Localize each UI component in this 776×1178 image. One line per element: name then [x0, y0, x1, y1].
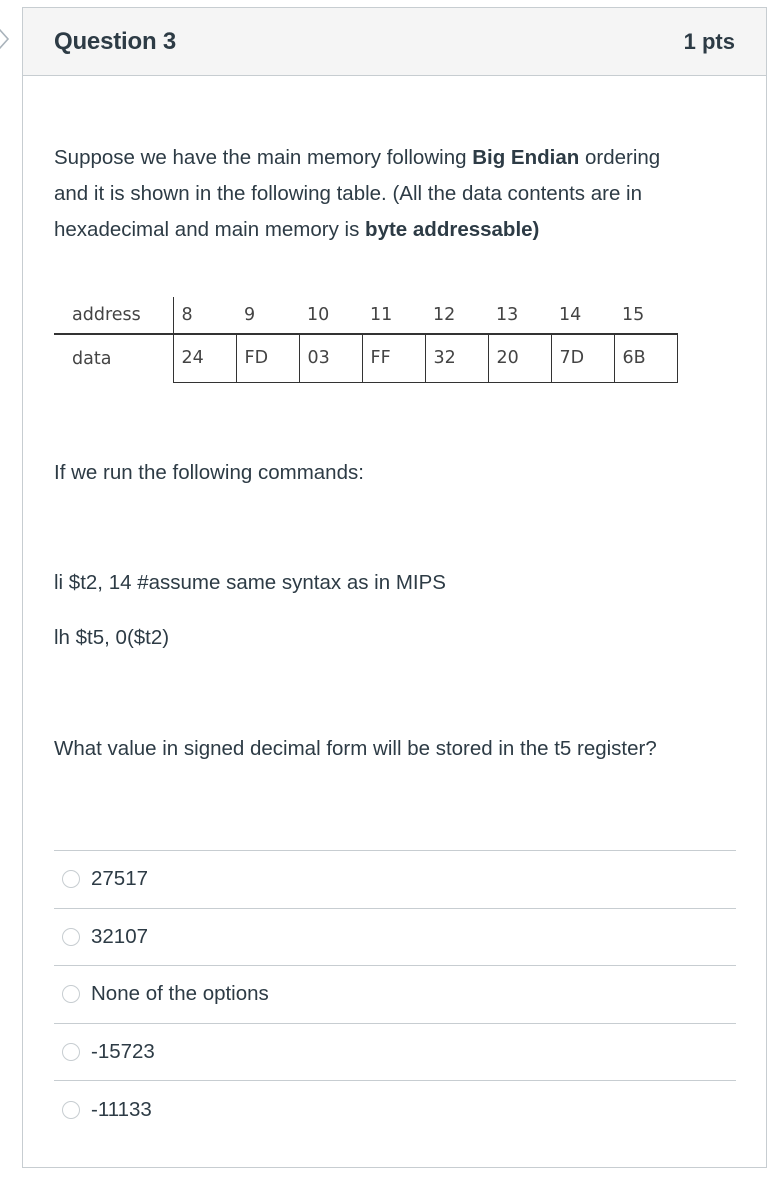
address-cell: 10 — [299, 297, 362, 334]
question-text: What value in signed decimal form will be stored in the t5 register? — [54, 737, 657, 760]
data-cell: 20 — [488, 334, 551, 382]
address-cell: 13 — [488, 297, 551, 334]
address-cell: 12 — [425, 297, 488, 334]
data-cell: 03 — [299, 334, 362, 382]
answer-label: -11133 — [91, 1097, 152, 1121]
chevron-right-icon[interactable] — [0, 26, 14, 52]
question-points: 1 pts — [683, 28, 735, 54]
data-cell: 24 — [173, 334, 236, 382]
answer-option[interactable] — [54, 851, 736, 909]
question-card — [22, 7, 767, 1168]
address-cell: 8 — [173, 297, 236, 334]
question-header — [23, 8, 766, 76]
answer-label: 32107 — [91, 924, 149, 948]
answer-label: None of the options — [91, 982, 269, 1006]
commands-intro: If we run the following commands: — [54, 461, 364, 484]
answer-list — [54, 850, 736, 1139]
memory-table — [54, 297, 678, 383]
command-line-2: lh $t5, 0($t2) — [54, 626, 170, 649]
question-prompt: Suppose we have the main memory following Big Endian ordering and it is shown in the following table. (All the data contents are in hexadecimal and main memory is byte addressable) — [54, 146, 661, 241]
radio-button[interactable] — [62, 1101, 80, 1119]
answer-label: -15723 — [91, 1039, 155, 1063]
data-row — [54, 334, 677, 382]
address-cell: 15 — [614, 297, 677, 334]
answer-option[interactable] — [54, 1024, 736, 1082]
radio-button[interactable] — [62, 928, 80, 946]
address-row — [54, 297, 677, 334]
radio-button[interactable] — [62, 1043, 80, 1061]
data-cell: FD — [236, 334, 299, 382]
address-cell: 11 — [362, 297, 425, 334]
radio-button[interactable] — [62, 985, 80, 1003]
data-cell: 32 — [425, 334, 488, 382]
answer-option[interactable] — [54, 1081, 736, 1139]
radio-button[interactable] — [62, 870, 80, 888]
address-cell: 9 — [236, 297, 299, 334]
answer-label: 27517 — [91, 867, 149, 891]
address-cell: 14 — [551, 297, 614, 334]
address-row-label: address — [54, 297, 173, 334]
answer-option[interactable] — [54, 966, 736, 1024]
question-title: Question 3 — [54, 27, 177, 55]
answer-option[interactable] — [54, 909, 736, 967]
command-line-1: li $t2, 14 #assume same syntax as in MIPS — [54, 571, 446, 594]
data-cell: FF — [362, 334, 425, 382]
data-row-label: data — [72, 348, 112, 369]
data-cell: 6B — [614, 334, 677, 382]
data-cell: 7D — [551, 334, 614, 382]
